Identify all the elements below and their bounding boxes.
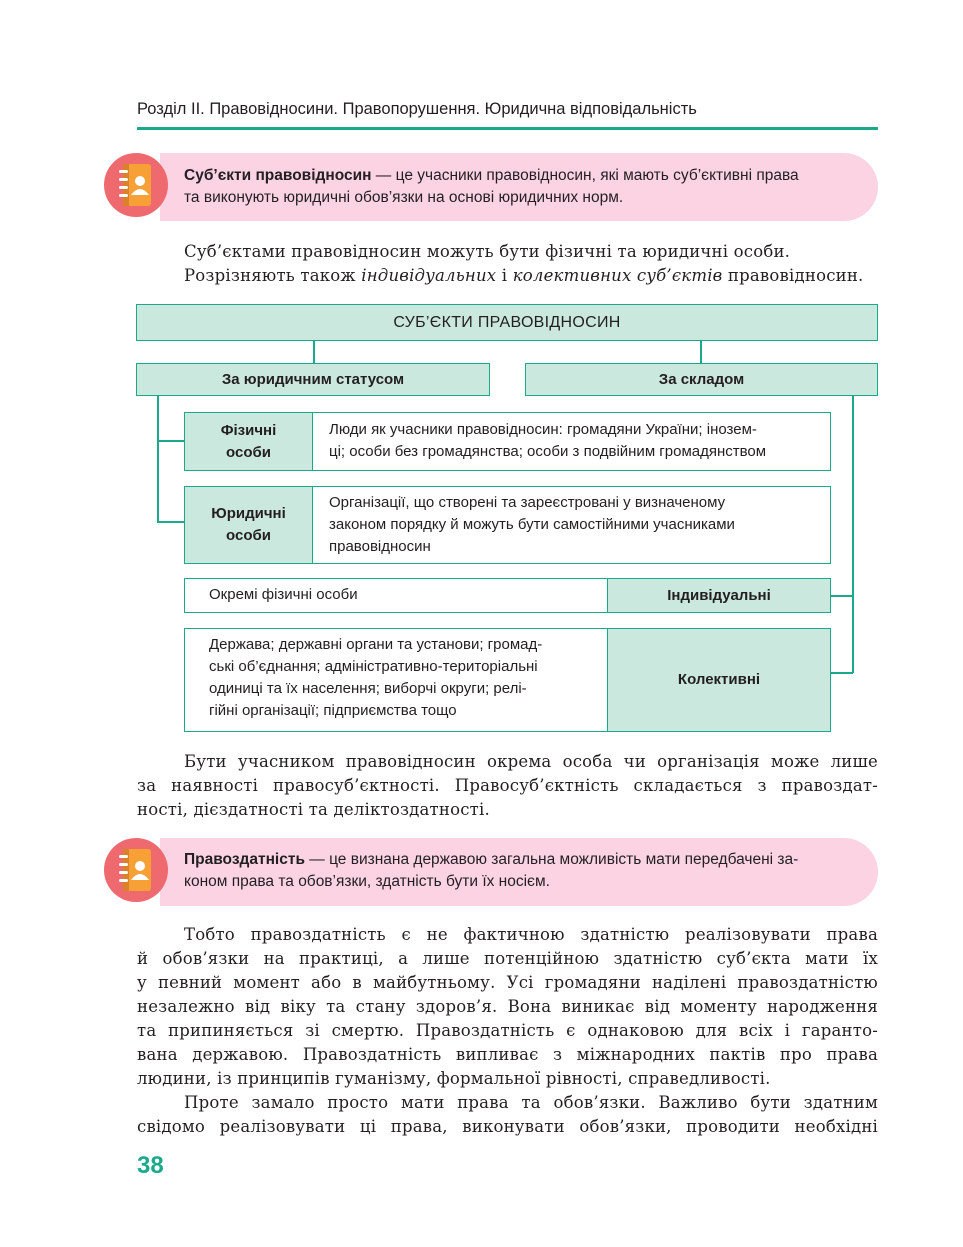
definition-text: Правоздатність — це визнана державою загальна можливість мати передбачені за- коном права та обов’язки, здатність бути їх носієм. <box>184 851 799 890</box>
collective-label: Колективні <box>607 628 831 732</box>
branch-composition: За складом <box>525 363 878 396</box>
physical-persons-description: Люди як учасники правовідносин: громадяни України; інозем- ці; особи без громадянства; особи з подвійним громадянством <box>312 412 831 471</box>
connector-line <box>157 395 159 522</box>
diagram-title: СУБ’ЄКТИ ПРАВОВІДНОСИН <box>136 304 878 341</box>
connector-line <box>313 340 315 364</box>
connector-line <box>852 395 854 673</box>
paragraph-legal-personality: Бути учасником правовідносин окрема особа чи організація може лише за наявності правосуб’єктності. Правосуб’єктність складається з правоздат- ності, дієздатності та деліктоздатності. <box>137 752 878 819</box>
definition-term: Суб’єкти правовідносин <box>184 167 372 184</box>
page-number: 38 <box>137 1152 164 1179</box>
connector-line <box>829 672 853 674</box>
paragraph-capability: Проте замало просто мати права та обов’язки. Важливо бути здатним свідомо реалізовувати ці права, виконувати обов’язки, проводити необхідні <box>137 1093 878 1136</box>
definition-text: Суб’єкти правовідносин — це учасники правовідносин, які мають суб’єктивні права та виконують юридичні обов’язки на основі юридичних норм. <box>184 167 799 206</box>
individual-label: Індивідуальні <box>607 578 831 613</box>
connector-line <box>157 521 185 523</box>
paragraph-legal-capacity: Тобто правоздатність є не фактичною здатністю реалізовувати права й обов’язки на практиці, а лише потенційною здатністю суб’єкта мати їх у певний момент або в майбутньому. Усі громадяни наділені правоздатністю незалежно від віку та стану здоров’я. Вона виникає від моменту народження та припиняється зі смертю. Правоздатність є однаковою для всіх і гаранто- вана державою. Правоздатність випливає з міжнародних пактів про права людини, із принципів гуманізму, формальної рівності, справедливості. <box>137 925 878 1088</box>
contact-book-icon <box>104 153 168 217</box>
connector-line <box>157 440 185 442</box>
intro-paragraph: Суб’єктами правовідносин можуть бути фізичні та юридичні особи. Розрізняють також індивідуальних і колективних суб’єктів правовідносин. <box>184 242 864 285</box>
individual-description: Окремі фізичні особи <box>184 578 608 613</box>
branch-legal-status: За юридичним статусом <box>136 363 490 396</box>
connector-line <box>829 595 853 597</box>
running-header: Розділ ІІ. Правовідносини. Правопорушення. Юридична відповідальність <box>137 100 697 118</box>
header-rule <box>137 127 878 130</box>
legal-persons-description: Організації, що створені та зареєстровані у визначеному законом порядку й можуть бути самостійними учасниками правовідносин <box>312 486 831 564</box>
collective-description: Держава; державні органи та установи; громад- ські об’єднання; адміністративно-територіальні одиниці та їх населення; виборчі округи; релі- гійні організації; підприємства тощо <box>184 628 608 732</box>
definition-term: Правоздатність <box>184 851 305 868</box>
contact-book-icon <box>104 838 168 902</box>
physical-persons-label: Фізичні особи <box>184 412 313 471</box>
legal-persons-label: Юридичні особи <box>184 486 313 564</box>
connector-line <box>700 340 702 364</box>
